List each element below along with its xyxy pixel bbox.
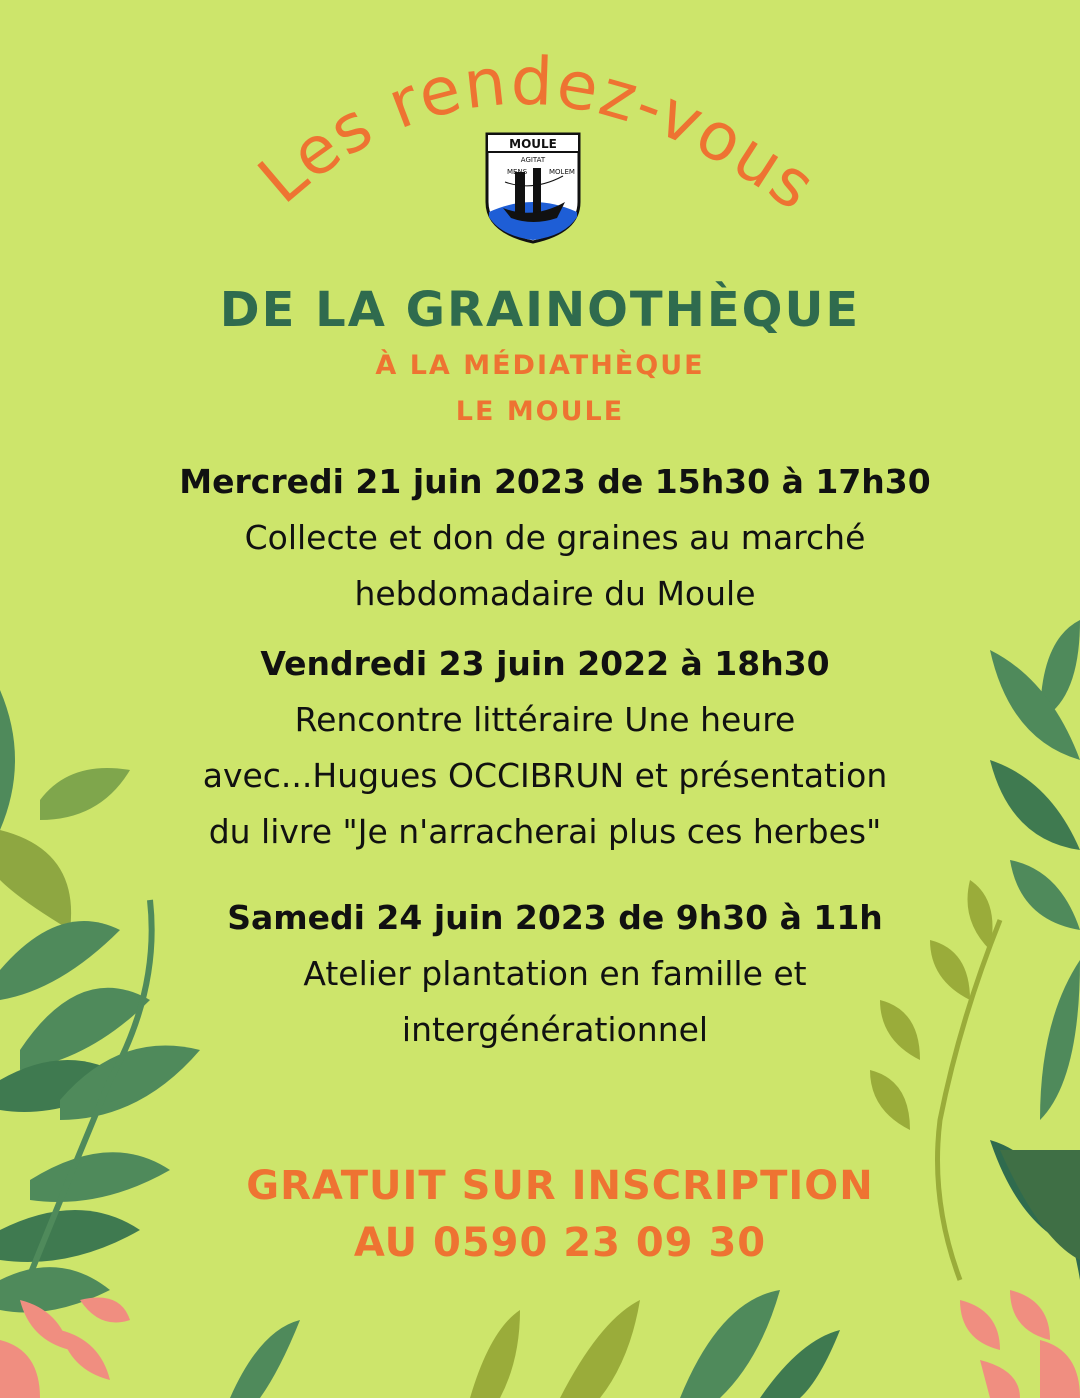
- motto-3: MOLEM: [549, 168, 575, 176]
- event-description-line: intergénérationnel: [401, 1010, 709, 1049]
- venue-line-2: LE MOULE: [455, 396, 625, 427]
- event-date: Vendredi 23 juin 2022 à 18h30: [260, 644, 830, 683]
- event-description-line: Collecte et don de graines au marché: [244, 518, 866, 557]
- motto-1: MENS: [507, 168, 528, 176]
- crest-banner-text: MOULE: [509, 137, 557, 151]
- script-title: Les rendez-vous: [244, 42, 831, 227]
- event-description-line: du livre "Je n'arracherai plus ces herbes": [208, 812, 882, 851]
- event-description-line: Atelier plantation en famille et: [303, 954, 807, 993]
- event-1: [100, 454, 1010, 622]
- pink-branch-right-icon: [960, 1290, 1080, 1398]
- event-description-line: hebdomadaire du Moule: [354, 574, 756, 613]
- event-description-line: avec...Hugues OCCIBRUN et présentation: [202, 756, 888, 795]
- event-date: Samedi 24 juin 2023 de 9h30 à 11h: [227, 898, 883, 937]
- page-title: DE LA GRAINOTHÈQUE: [219, 282, 861, 338]
- town-crest-logo: [485, 132, 581, 244]
- venue-line-1: À LA MÉDIATHÈQUE: [375, 350, 705, 381]
- event-date: Mercredi 21 juin 2023 de 15h30 à 17h30: [179, 462, 931, 501]
- motto-2: AGITAT: [520, 156, 546, 164]
- pink-branch-left-icon: [0, 1298, 130, 1398]
- bottom-plants-icon: [230, 1290, 840, 1398]
- cta-registration: GRATUIT SUR INSCRIPTION: [246, 1163, 874, 1209]
- cta-phone: AU 0590 23 09 30: [353, 1220, 767, 1266]
- event-3: [100, 890, 1010, 1058]
- event-description-line: Rencontre littéraire Une heure: [294, 700, 796, 739]
- event-2: [90, 636, 1000, 860]
